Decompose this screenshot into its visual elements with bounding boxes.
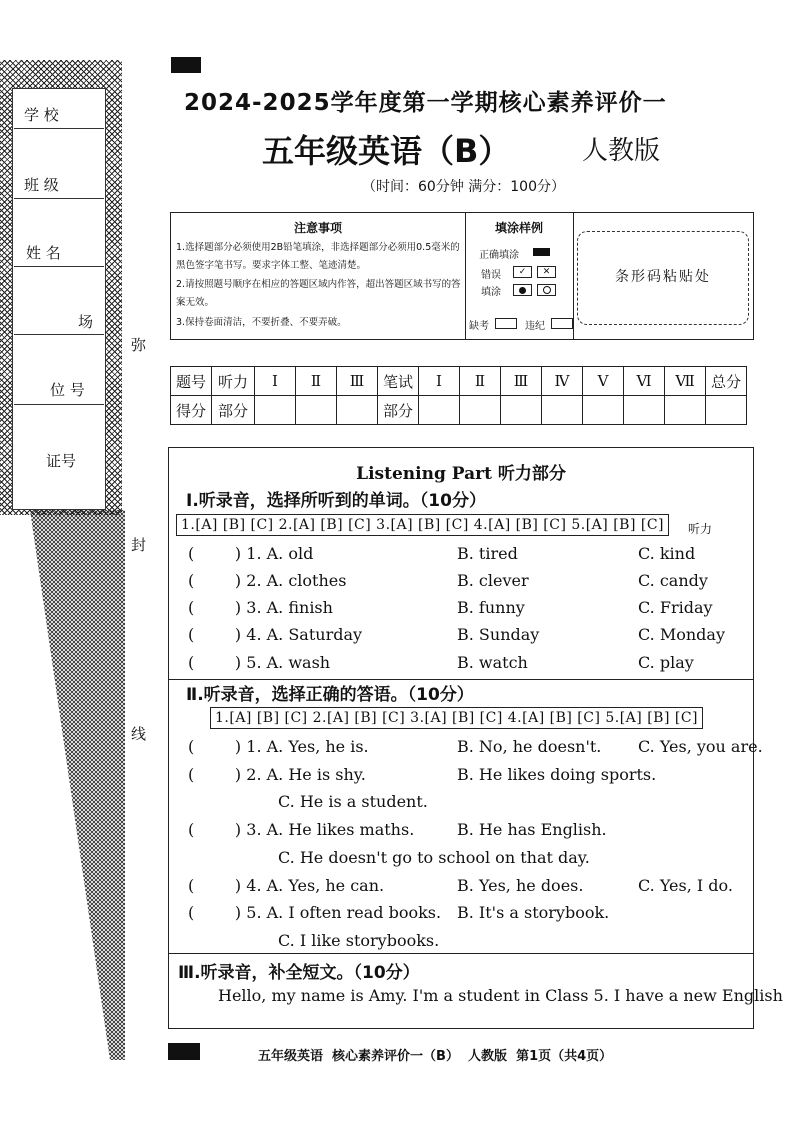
q1-2-b: B. clever xyxy=(457,571,529,590)
q2-4-stem: ( ) 4. A. Yes, he can. xyxy=(188,876,385,895)
score-cell: 总分 xyxy=(706,367,747,396)
q1-3-c: C. Friday xyxy=(638,598,713,617)
barcode-area xyxy=(577,231,749,325)
q2-2-b: B. He likes doing sports. xyxy=(457,765,657,784)
q1-5-c: C. play xyxy=(638,653,694,672)
q2-5-b: B. It's a storybook. xyxy=(457,903,610,922)
q1-3-b: B. funny xyxy=(457,598,525,617)
binding-hatch-taper xyxy=(30,510,130,1060)
cross-mark-icon: ✕ xyxy=(537,266,556,278)
fill-correct-sample xyxy=(533,248,550,256)
subject-title: 五年级英语（B） xyxy=(262,132,511,170)
section-divider-3 xyxy=(169,953,753,954)
fill-correct-label: 正确填涂 xyxy=(479,250,519,261)
q2-1-stem: ( ) 1. A. Yes, he is. xyxy=(188,737,369,756)
score-cell: Ⅴ xyxy=(583,367,624,396)
listening-part-title: Listening Part 听力部分 xyxy=(356,464,566,484)
q1-1-c: C. kind xyxy=(638,544,696,563)
score-cell: 听力 xyxy=(212,367,255,396)
listening-side-note: 听力 xyxy=(688,522,713,536)
score-cell: 题号 xyxy=(171,367,212,396)
exam-room-label: 场 xyxy=(78,313,94,331)
score-cell: 笔试 xyxy=(378,367,419,396)
circle-fill-icon xyxy=(537,284,556,296)
q1-4-stem: ( ) 4. A. Saturday xyxy=(188,625,363,644)
score-input[interactable] xyxy=(706,396,747,425)
q2-3-b: B. He has English. xyxy=(457,820,607,839)
fill-sample-title: 填涂样例 xyxy=(494,221,543,235)
id-label: 证号 xyxy=(46,452,77,470)
score-input[interactable] xyxy=(542,396,583,425)
notice-item-1: 1.选择题部分必须使用2B铅笔填涂，非选择题部分必须用0.5毫米的黑色签字笔书写。要求字体工整、笔迹清楚。 xyxy=(176,242,460,271)
score-cell: 部分 xyxy=(212,396,255,425)
score-header-row xyxy=(171,367,747,396)
q1-4-b: B. Sunday xyxy=(457,625,540,644)
notice-divider-2 xyxy=(573,213,574,339)
score-input[interactable] xyxy=(337,396,378,425)
page-footer: 五年级英语 核心素养评价一（B） 人教版 第1页（共4页） xyxy=(258,1049,613,1064)
school-line xyxy=(14,128,104,129)
dot-fill-icon xyxy=(513,284,532,296)
section2-answer-row[interactable]: 1.[A] [B] [C] 2.[A] [B] [C] 3.[A] [B] [C] 4.[A] [B] [C] 5.[A] [B] [C] xyxy=(210,707,703,729)
score-input[interactable] xyxy=(665,396,706,425)
absent-label: 缺考 xyxy=(469,321,489,332)
section3-title: Ⅲ.听录音，补全短文。（10分） xyxy=(178,963,420,983)
score-cell: Ⅱ xyxy=(460,367,501,396)
corner-mark-top xyxy=(171,57,201,73)
score-cell: Ⅳ xyxy=(542,367,583,396)
exam-title: 2024-2025学年度第一学期核心素养评价一 xyxy=(184,90,667,116)
name-line xyxy=(14,266,104,267)
section2-title: Ⅱ.听录音，选择正确的答语。（10分） xyxy=(186,685,474,705)
score-value-row xyxy=(171,396,747,425)
q1-3-stem: ( ) 3. A. finish xyxy=(188,598,333,617)
q2-2-c: C. He is a student. xyxy=(278,792,428,811)
edition-label: 人教版 xyxy=(582,136,661,166)
notice-item-3: 3.保持卷面清洁，不要折叠、不要弄破。 xyxy=(176,317,347,328)
section3-passage: Hello, my name is Amy. I'm a student in Class 5. I have a new English xyxy=(218,986,783,1005)
barcode-label: 条形码粘贴处 xyxy=(615,269,711,285)
section1-answer-row[interactable]: 1.[A] [B] [C] 2.[A] [B] [C] 3.[A] [B] [C] 4.[A] [B] [C] 5.[A] [B] [C] xyxy=(176,514,669,536)
check-mark-icon: ✓ xyxy=(513,266,532,278)
q2-3-c: C. He doesn't go to school on that day. xyxy=(278,848,590,867)
q1-4-c: C. Monday xyxy=(638,625,725,644)
section1-title: Ⅰ.听录音，选择所听到的单词。（10分） xyxy=(186,491,486,511)
fill-wrong-label-2: 填涂 xyxy=(481,287,501,298)
score-input[interactable] xyxy=(255,396,296,425)
q1-1-b: B. tired xyxy=(457,544,518,563)
seal-mark-mi: 弥 xyxy=(131,336,147,354)
q2-5-stem: ( ) 5. A. I often read books. xyxy=(188,903,442,922)
score-cell: Ⅲ xyxy=(501,367,542,396)
q1-1-stem: ( ) 1. A. old xyxy=(188,544,314,563)
seat-line xyxy=(14,404,104,405)
corner-mark-bottom xyxy=(168,1043,200,1060)
score-cell: Ⅰ xyxy=(255,367,296,396)
score-table xyxy=(170,366,747,425)
q1-5-stem: ( ) 5. A. wash xyxy=(188,653,331,672)
q2-4-c: C. Yes, I do. xyxy=(638,876,733,895)
score-cell: Ⅵ xyxy=(624,367,665,396)
q2-1-c: C. Yes, you are. xyxy=(638,737,763,756)
score-cell: Ⅰ xyxy=(419,367,460,396)
notice-title: 注意事项 xyxy=(293,221,342,235)
absent-box[interactable] xyxy=(495,318,517,329)
score-input[interactable] xyxy=(624,396,665,425)
score-table-wrap xyxy=(170,366,747,425)
seat-label: 位 号 xyxy=(50,381,85,399)
time-info: （时间：60分钟 满分：100分） xyxy=(362,179,565,195)
violation-label: 违纪 xyxy=(525,321,545,332)
score-input[interactable] xyxy=(501,396,542,425)
school-label: 学 校 xyxy=(24,106,59,124)
score-input[interactable] xyxy=(419,396,460,425)
binding-info-panel xyxy=(12,88,106,510)
score-cell: 得分 xyxy=(171,396,212,425)
room-line xyxy=(14,334,104,335)
notice-item-2: 2.请按照题号顺序在相应的答题区域内作答，超出答题区域书写的答案无效。 xyxy=(176,279,461,308)
q2-3-stem: ( ) 3. A. He likes maths. xyxy=(188,820,415,839)
score-cell: Ⅱ xyxy=(296,367,337,396)
score-cell: Ⅲ xyxy=(337,367,378,396)
class-line xyxy=(14,198,104,199)
name-label: 姓 名 xyxy=(26,244,61,262)
q1-2-stem: ( ) 2. A. clothes xyxy=(188,571,347,590)
score-input[interactable] xyxy=(296,396,337,425)
class-label: 班 级 xyxy=(24,176,59,194)
score-input[interactable] xyxy=(583,396,624,425)
score-cell: Ⅶ xyxy=(665,367,706,396)
seal-mark-feng: 封 xyxy=(131,536,147,554)
q1-5-b: B. watch xyxy=(457,653,528,672)
violation-box[interactable] xyxy=(551,318,573,329)
seal-mark-xian: 线 xyxy=(131,725,147,743)
q2-5-c: C. I like storybooks. xyxy=(278,931,440,950)
q1-2-c: C. candy xyxy=(638,571,708,590)
score-cell: 部分 xyxy=(378,396,419,425)
fill-wrong-label-1: 错误 xyxy=(481,270,501,281)
q2-2-stem: ( ) 2. A. He is shy. xyxy=(188,765,366,784)
q2-1-b: B. No, he doesn't. xyxy=(457,737,602,756)
q2-4-b: B. Yes, he does. xyxy=(457,876,584,895)
score-input[interactable] xyxy=(460,396,501,425)
notice-box xyxy=(170,212,754,340)
